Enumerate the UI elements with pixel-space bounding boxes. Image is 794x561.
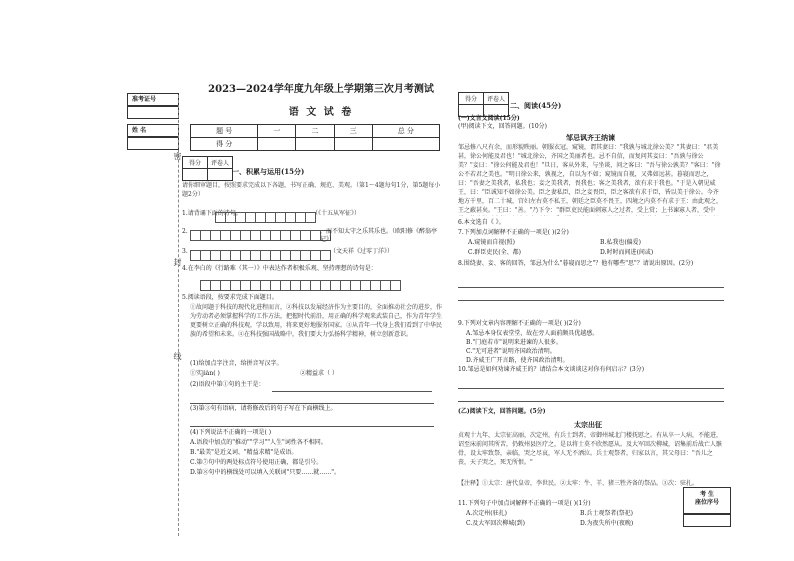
name-label: 姓 名 bbox=[132, 127, 147, 134]
grader-score-label: 得分 bbox=[459, 93, 484, 105]
binding-line bbox=[178, 95, 179, 536]
q5-option-a[interactable]: A.语段中加点的"推动""学习""人生"词性各不相同。 bbox=[190, 439, 327, 446]
score-row-label: 得 分 bbox=[191, 138, 258, 151]
binding-mark-2: 封 bbox=[173, 258, 182, 266]
grader-box-2 bbox=[458, 92, 509, 117]
q11-option-c[interactable]: C.及大军回次柳城(到) bbox=[466, 520, 525, 527]
q3-label: 3. bbox=[182, 248, 188, 255]
passage2-text: 贞观十九年，太宗征高丽，次定州，有兵士到者，帝御州城北门楼抚慰之。有从卒一人病，不能进，诏至床前问其所苦，仍敕州县医疗之，是以将士莫不欣然愿从。及大军回次柳城，诏集前后战亡人骸骨，设太牢致祭，亲临，哭之尽哀，军人无不洒泣。兵士观祭者，归家以言，其父母曰："吾儿之丧，天子哭之，死无所恨。" bbox=[458, 432, 723, 466]
q11-label: 11.下列句子中加点词解释不正确的一项是( )(1分) bbox=[458, 500, 591, 507]
passage2-note: 【注释】①太宗：唐代皇帝，李世民。②太牢：牛、羊、猪三牲齐备的祭品。③次：驻扎。 bbox=[458, 480, 699, 487]
q5-option-b[interactable]: B."最美"是近义词、"精益求精"是成语。 bbox=[190, 449, 298, 456]
q9-option-d[interactable]: D.齐威王广开言路，使齐国政治清明。 bbox=[466, 357, 569, 364]
part2-heading: (乙)阅读下文，回答问题。(5分) bbox=[458, 408, 546, 415]
grader-score-field[interactable] bbox=[183, 169, 208, 181]
binding-mark-1: 密 bbox=[173, 152, 182, 160]
q7-option-a[interactable]: A.窥镜而自视(照) bbox=[468, 239, 515, 246]
q2-tail: ，而不知太守之乐其乐也。（欧阳修《醉翁亭记》） bbox=[320, 228, 438, 243]
seat-label-1: 考 生 bbox=[699, 491, 715, 498]
score-header-cell: 二 bbox=[296, 125, 334, 138]
passage1-title: 邹忌讽齐王纳谏 bbox=[566, 133, 615, 142]
q11-option-d[interactable]: D.为夜失所中(夜晚) bbox=[580, 520, 634, 527]
score-cell[interactable] bbox=[372, 138, 439, 151]
q5-4-label: (4)下列说法不正确的一项是( ) bbox=[190, 429, 272, 436]
q5-2-answer-line[interactable] bbox=[272, 381, 432, 392]
score-header-cell: 一 bbox=[258, 125, 296, 138]
binding-mark-3: 线 bbox=[173, 352, 182, 360]
section1-heading: 一、积累与运用(15分) bbox=[232, 167, 305, 176]
q6-label[interactable]: 6.本文选自《 》。 bbox=[458, 219, 505, 226]
q9-option-a[interactable]: A.邹忌本身仪表堂堂，故在旁人面前颇具优越感。 bbox=[466, 330, 599, 337]
q4-grid[interactable] bbox=[200, 276, 400, 295]
q3-grid[interactable] bbox=[190, 246, 330, 265]
grader-name-label: 评卷人 bbox=[484, 93, 509, 105]
score-header-cell: 三 bbox=[334, 125, 372, 138]
q5-option-d[interactable]: D.第⑧句中的横线处可以填入关联词"只要……就……"。 bbox=[190, 469, 341, 476]
seat-label-2: 座位序号 bbox=[694, 499, 719, 506]
section2-heading: 二、阅读(45分) bbox=[510, 101, 562, 110]
score-table bbox=[190, 124, 440, 151]
q1-label: 1.请背诵下面的诗句。 bbox=[182, 210, 242, 217]
seat-number-box bbox=[683, 487, 731, 515]
q8-label: 8.围绕妻、妾、客的回答，邹忌为什么"暮寝而思之"？他有哪些"思"？请说出原因。(2分) bbox=[458, 260, 694, 267]
q9-option-c[interactable]: C."无可进者"说明齐国政治清明。 bbox=[466, 348, 556, 355]
instructions: 请你细审题目，按照要求完成以下各题，书写正确、规范、美观。（第1～4题每句1分，第5题每小题2分） bbox=[182, 182, 441, 198]
part1-subheading: (甲)阅读下文，回答问题。(10分) bbox=[458, 123, 547, 130]
grader-name-field[interactable] bbox=[208, 169, 233, 181]
q5-1-blank-2[interactable]: ②精益求（ ） bbox=[300, 370, 338, 377]
score-header-cell: 题 号 bbox=[191, 125, 258, 138]
passage2-title: 太宗出征 bbox=[574, 420, 602, 429]
q5-option-c[interactable]: C.第⑦句中的两处标点符号使用正确，都是引号。 bbox=[190, 459, 323, 466]
grader-name-label: 评卷人 bbox=[208, 157, 233, 169]
q7-option-b[interactable]: B.私我也(偏爱) bbox=[600, 239, 641, 246]
q9-option-b[interactable]: B."门庭若市"说明来进谏的人很多。 bbox=[466, 339, 562, 346]
name-field[interactable] bbox=[127, 136, 179, 150]
q10-label: 10.邹忌是如何劝谏齐威王的？请结合本文谈谈这对你有何启示？(3分) bbox=[458, 366, 645, 373]
q11-option-a[interactable]: A.次定州(驻扎) bbox=[466, 510, 507, 517]
q1-grid[interactable] bbox=[215, 208, 315, 227]
q10-answer-line-2[interactable] bbox=[458, 391, 724, 402]
q5-2-label: (2)语段中第①句的主干是： bbox=[190, 381, 265, 388]
q8-answer-line-1[interactable] bbox=[458, 277, 724, 288]
exam-title: 2023—2024学年度九年级上学期第三次月考测试 bbox=[208, 84, 434, 95]
q8-answer-line-2[interactable] bbox=[458, 290, 724, 301]
exam-id-field[interactable] bbox=[127, 105, 179, 119]
grader-score-label: 得分 bbox=[183, 157, 208, 169]
q7-label: 7.下列加点词解释不正确的一项是( )(2分) bbox=[458, 229, 569, 236]
q5-2-answer-line-2[interactable] bbox=[190, 393, 434, 404]
q2-label: 2. bbox=[182, 228, 188, 235]
q5-3-answer-line[interactable] bbox=[190, 416, 434, 427]
q7-option-d[interactable]: D.时时而间进(间或) bbox=[600, 249, 654, 256]
score-cell[interactable] bbox=[334, 138, 372, 151]
q5-1-label: (1)给加点字注音，给拼音写汉字。 bbox=[190, 360, 283, 367]
part1-heading: (一)文言文阅读(15分) bbox=[458, 115, 520, 122]
exam-subtitle: 语 文 试 卷 bbox=[288, 107, 354, 118]
q5-1-blank-1[interactable]: ①实jiàn( ) bbox=[190, 370, 220, 377]
q5-3-label: (3)第③句有语病，请将修改后的句子写在下面横线上。 bbox=[190, 405, 337, 412]
grader-box-1 bbox=[182, 156, 233, 181]
q4-label: 4.在李白的《行路难（其一）》中表达作者积极乐观、坚持理想的诗句是： bbox=[182, 265, 377, 272]
exam-id-label: 准考证号 bbox=[132, 96, 157, 103]
score-cell[interactable] bbox=[258, 138, 296, 151]
q10-answer-line-1[interactable] bbox=[458, 378, 724, 389]
score-header-cell: 总 分 bbox=[372, 125, 439, 138]
q1-source: （《十五从军征》） bbox=[312, 210, 361, 217]
q2-grid[interactable] bbox=[190, 226, 330, 245]
passage1-text: 邹忌修八尺有余，而形貌昳丽。朝服衣冠，窥镜，谓其妻曰："我孰与城北徐公美？"其妻曰："君美甚，徐公何能及君也！"城北徐公，齐国之美丽者也。忌不自信，而复问其妾曰："吾孰与徐公美？"妾曰："徐公何能及君也！"旦日，客从外来，与坐谈，问之客曰："吾与徐公孰美？"客曰："徐公不若君之美也。"明日徐公来，孰视之，自以为不如；窥镜而自视，又弗如远甚。暮寝而思之，曰："吾妻之美我者，私我也；妾之美我者，畏我也；客之美我者，欲有求于我也。"于是入朝见威王，曰："臣诚知不如徐公美。臣之妻私臣，臣之妾畏臣，臣之客欲有求于臣，皆以美于徐公。今齐地方千里，百二十城，宫妇左右莫不私王，朝廷之臣莫不畏王，四境之内莫不有求于王：由此观之，王之蔽甚矣。"王曰："善。"乃下令："群臣吏民能面刺寡人之过者，受上赏；上书谏寡人者，受中 bbox=[458, 144, 723, 214]
q3-source: （文天祥《过零丁洋》） bbox=[330, 248, 394, 255]
seat-number-field[interactable] bbox=[683, 513, 731, 527]
q5-label: 5.阅读语段，按要求完成下面题目。 bbox=[182, 294, 278, 301]
q11-option-b[interactable]: B.兵士观祭者(祭祀) bbox=[580, 510, 633, 517]
score-cell[interactable] bbox=[296, 138, 334, 151]
q9-label: 9.下列对文章内容理解不正确的一项是( )(2分) bbox=[458, 320, 581, 327]
q5-passage: ①故问题于科技的现代化进程而言，②科技以发展经济作为主要目的，全面推动社会的进步，作为劳动者必须掌握科学的工作方法，把握时代前沿，用正确的科学观来武装自己，作为青年学生更要树立正确的科技观，学以致用，将来更好地服务国家。③从青年一代身上我们看到了中华民族的希望和未来。④在科技强国战略中，我们要大力弘扬科学精神，树立创新意识。 bbox=[190, 304, 443, 338]
q7-option-c[interactable]: C.群臣吏民(全、都) bbox=[468, 249, 521, 256]
